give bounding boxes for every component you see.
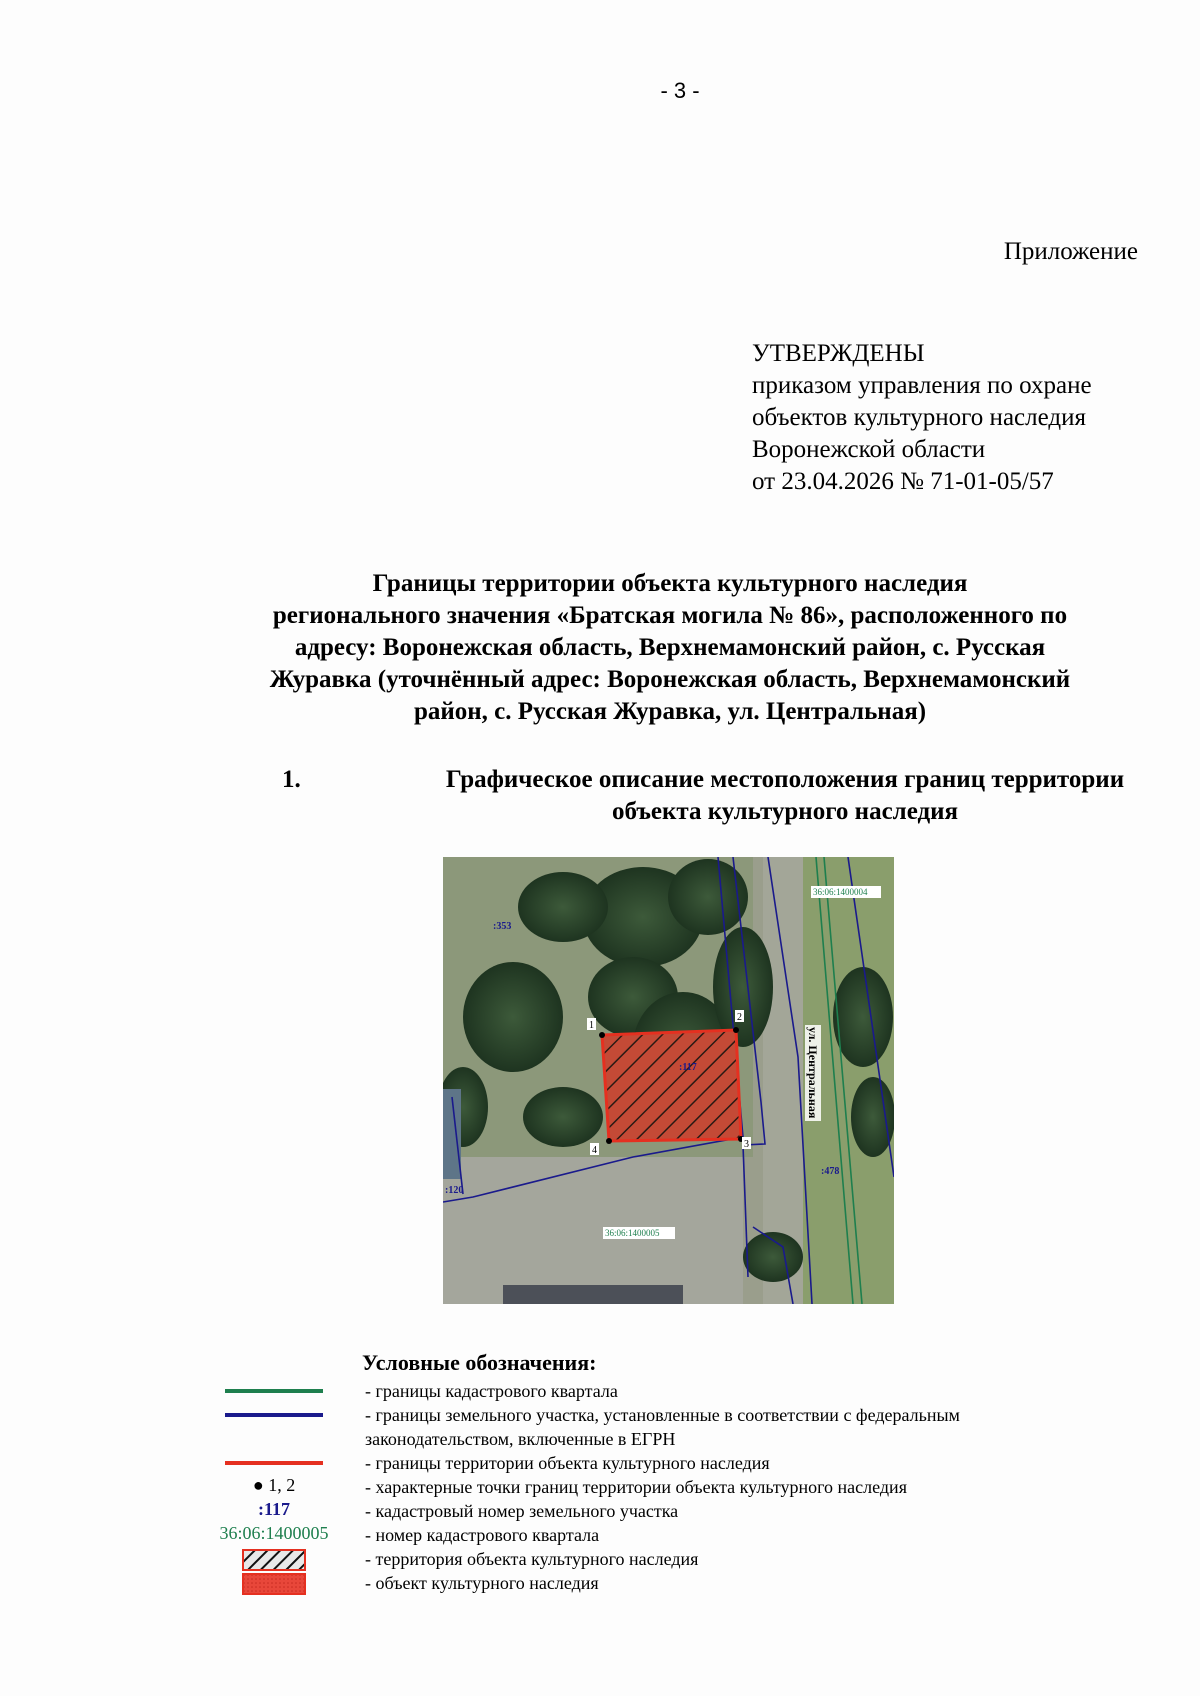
quarter-boundary-swatch (225, 1389, 323, 1393)
point-symbol-label: 1, 2 (268, 1475, 296, 1495)
legend-item: - границы территории объекта культурного наследия (365, 1453, 770, 1473)
title-line: регионального значения «Братская могила № 86», расположенного по (272, 602, 1068, 629)
heritage-object-swatch (242, 1573, 306, 1595)
title-line: Журавка (уточнённый адрес: Воронежская область, Верхнемамонский (269, 666, 1071, 693)
appendix-label: Приложение (1003, 238, 1138, 265)
section-title (360, 764, 1200, 828)
legend-item: - номер кадастрового квартала (365, 1525, 600, 1545)
legend-title: Условные обозначения: (362, 1350, 597, 1375)
legend-item: законодательством, включенные в ЕГРН (365, 1429, 676, 1449)
point-marker (599, 1032, 605, 1038)
section-number: 1. (282, 766, 301, 793)
point-marker (733, 1027, 739, 1033)
legend-item: - границы кадастрового квартала (365, 1381, 618, 1401)
point-label: 4 (592, 1145, 597, 1156)
page-number: - 3 - (660, 78, 700, 103)
approval-block (752, 338, 1092, 498)
legend-item: - объект культурного наследия (365, 1573, 599, 1593)
hatched-territory-swatch (242, 1549, 306, 1571)
legend-item: - территория объекта культурного наследия (365, 1549, 699, 1569)
title-line: Границы территории объекта культурного наследия (372, 570, 968, 597)
heritage-territory (602, 1030, 741, 1141)
section-title-line: Графическое описание местоположения границ территории (445, 766, 1125, 793)
parcel-number-label: :117 (679, 1062, 697, 1073)
parcel-number-label: :120 (445, 1185, 464, 1196)
legend-item: - характерные точки границ территории объекта культурного наследия (365, 1477, 907, 1497)
approval-heading: УТВЕРЖДЕНЫ (752, 340, 925, 367)
building-roof (503, 1285, 683, 1304)
point-label: 1 (589, 1020, 594, 1031)
point-dot-icon: ● (252, 1475, 264, 1495)
heritage-boundary-swatch (225, 1461, 323, 1465)
point-symbol (209, 1475, 339, 1496)
approval-line: объектов культурного наследия (752, 404, 1086, 431)
section-title-line: объекта культурного наследия (611, 798, 959, 825)
quarter-number-label: 36:06:1400004 (813, 887, 868, 897)
document-title (190, 568, 1150, 728)
parcel-boundary-swatch (225, 1413, 323, 1417)
quarter-number-symbol: 36:06:1400005 (219, 1523, 329, 1543)
parcel-number-symbol: :117 (257, 1499, 290, 1519)
approval-date-number: от 23.04.2026 № 71-01-05/57 (752, 468, 1054, 495)
title-line: адресу: Воронежская область, Верхнемамонский район, с. Русская (294, 634, 1046, 661)
parcel-number-label: :478 (821, 1166, 840, 1177)
point-label: 2 (737, 1012, 742, 1023)
point-label: 3 (744, 1139, 749, 1150)
quarter-number-label: 36:06:1400005 (605, 1228, 660, 1238)
cadastral-map (443, 857, 894, 1304)
approval-line: приказом управления по охране (752, 372, 1092, 399)
legend-item: - границы земельного участка, установленные в соответствии с федеральным (365, 1405, 960, 1425)
point-marker (606, 1138, 612, 1144)
street-label: ул. Центральная (806, 1027, 820, 1119)
parcel-number-label: :353 (493, 921, 512, 932)
square-surface (443, 1157, 743, 1304)
legend-item: - кадастровый номер земельного участка (365, 1501, 679, 1521)
approval-line: Воронежской области (752, 436, 986, 463)
title-line: район, с. Русская Журавка, ул. Центральная) (413, 698, 927, 725)
